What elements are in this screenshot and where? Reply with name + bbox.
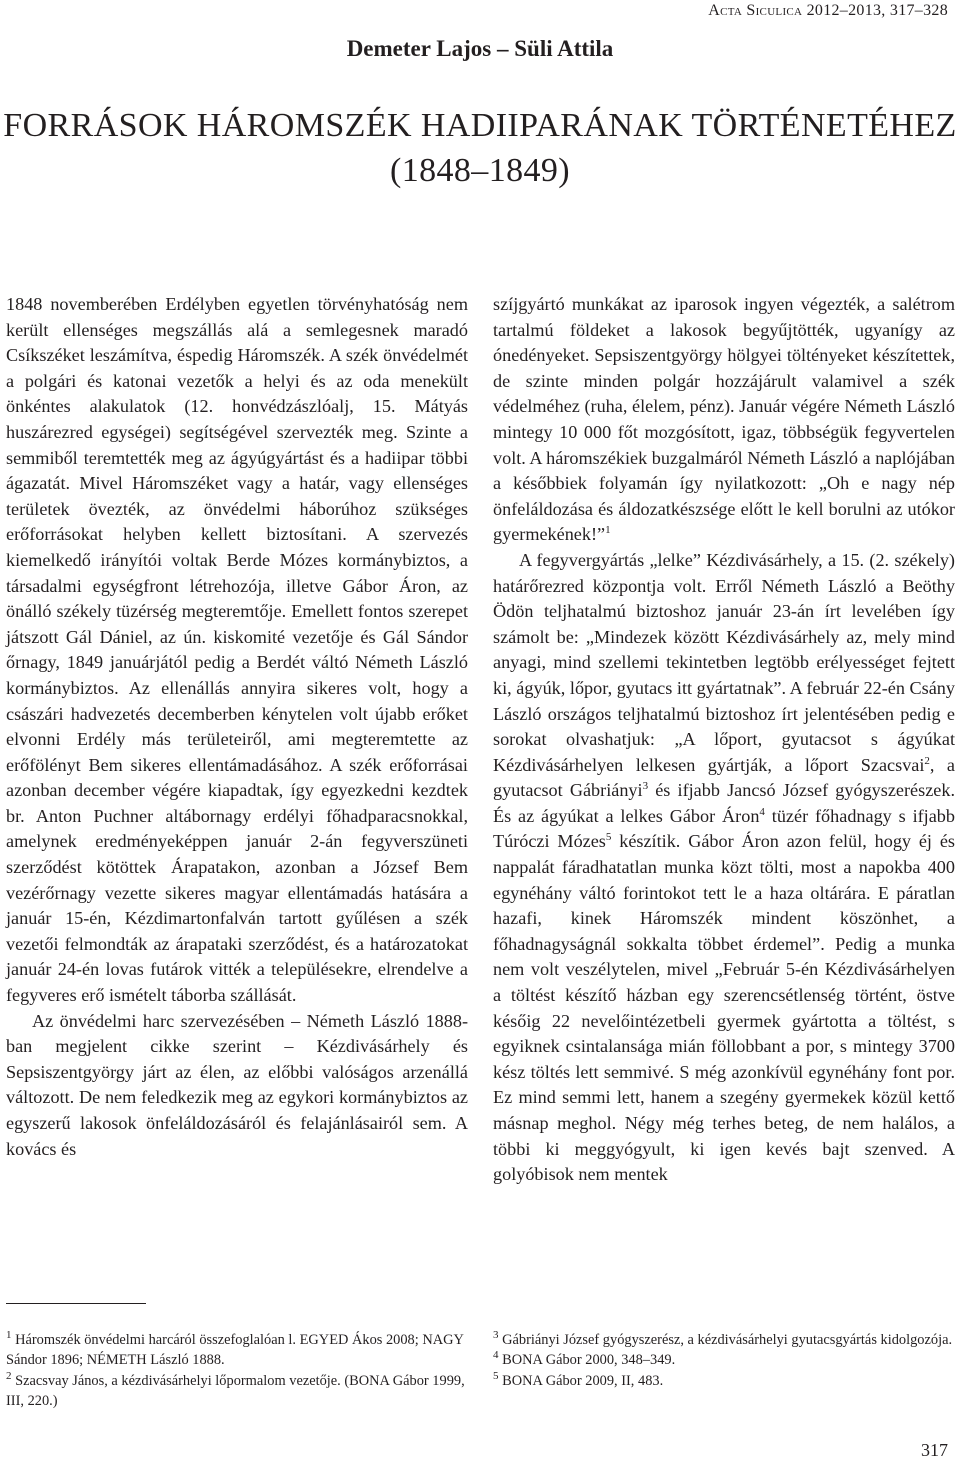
footnote-3 — [493, 1330, 953, 1350]
footnote-2-text: Szacsvay János, a kézdivásárhelyi lőpormalom vezetője. (BONA Gábor 1999, III, 220.) — [6, 1372, 465, 1410]
footnote-2-number: 2 — [6, 1370, 12, 1383]
right-paragraph-2-part-d: tüzér főhadnagy s ifjabb Túróczi Mózes — [493, 805, 955, 852]
right-column — [493, 292, 955, 1188]
footnote-5-text: BONA Gábor 2009, II, 483. — [502, 1372, 664, 1389]
footnote-ref-4: 4 — [759, 805, 765, 818]
footnote-1 — [6, 1330, 466, 1371]
footnote-ref-3: 3 — [642, 780, 649, 793]
journal-citation: Acta Siculica 2012–2013, 317–328 — [708, 2, 948, 19]
footnote-ref-5: 5 — [605, 831, 612, 844]
page-number: 317 — [921, 1440, 948, 1460]
right-paragraph-2-part-b: , a gyutacsot Gábriányi — [493, 754, 955, 801]
right-paragraph-2 — [493, 548, 955, 1188]
footnote-4 — [493, 1350, 953, 1370]
footnotes-right — [493, 1330, 953, 1391]
footnote-1-text: Háromszék önvédelmi harcáról összefoglalóan l. EGYED Ákos 2008; NAGY Sándor 1896; NÉMETH László 1888. — [6, 1332, 464, 1369]
footnote-3-text: Gábriányi József gyógyszerész, a kézdivásárhelyi gyutacsgyártás kidolgozója. — [502, 1332, 953, 1348]
title-line-1: FORRÁSOK HÁROMSZÉK HADIIPARÁNAK TÖRTÉNETÉHEZ — [3, 107, 957, 144]
footnote-3-number: 3 — [493, 1329, 499, 1342]
article-title — [0, 104, 960, 194]
right-paragraph-2-part-e: készítik. Gábor Áron azon felül, hogy éj és nappalát fáradhatatlan munka közt tölti, most a napokba 400 egynéhány váltó forintokot tett le a haza oltárára. E páratlan hazafi, kinek Háromszék mindent köszönhet, a főhadnagyságnál sokkalta többet érdemel”. Pedig a munka nem volt veszélytelen, mivel „Február 5-én Kézdivásárhelyen a töltést készítő házban egy szerencsétlenség történt, östve későig 22 nevelőintézetbeli gyermek gyártotta a töltést, s egyiknek csintalansága mián föllobbant a por, s mintegy 3700 kész töltés lett semmivé. S még azonkívül egynéhány font por. Ez mind semmi lett, hanem a szegény gyermekek közül kettő másnap meghol. Négy még terhes beteg, de nem halálos, a többi ki meggyógyult, ki igen kevés bajt szenved. A golyóbisok nem mentek — [493, 831, 955, 1185]
article-authors: Demeter Lajos – Süli Attila — [346, 36, 614, 61]
left-paragraph-1: 1848 novemberében Erdélyben egyetlen törvényhatóság nem került ellenséges megszállás alá a semlegesnek maradó Csíkszéket leszámítva, éspedig Háromszék. A szék önvédelmét a polgári és katonai vezetők a helyi és az oda menekült önkéntes alakulatok (12. honvédzászlóalj, 15. Mátyás huszárezred egységei) segítségével szervezték meg. Szinte a semmiből teremtették meg az ágyúgyártást és a hadiipar többi ágazatát. Mivel Háromszéket vagy a határ, vagy ellenséges területek övezték, az önvédelmi háborúhoz szükséges erőforrásokat helyben kellett biztosítani. A szervezés kiemelkedő irányítói voltak Berde Mózes kormánybiztos, a társadalmi egységfront létrehozója, illetve Gábor Áron, az önálló székely tüzérség megteremtője. Emellett fontos szerepet játszott Gál Dániel, az ún. kiskomité vezetője és Gál Sándor őrnagy, 1849 januárjától pedig a Berdét váltó Németh László kormánybiztos. Az ellenállás annyira sikeres volt, hogy a császári hadvezetés decemberben kénytelen volt újabb erőket elvonni Erdély más területeiről, ami megteremtette az erőfölényt Bem sikeres ellentámadásához. A szék erőforrásai azonban december végére kiapadtak, így egyezkedni kezdtek br. Anton Puchner altábornagy erdélyi főhadparacsnokkal, amelynek eredményeképpen január 2-án fegyverszüneti szerződést kötöttek Árapatakon, azonban a József Bem vezérőrnagy vezette sikeres magyar ellentámadás hatására a január 15-én, Kézdimartonfalván tartott gyűlésen a szék vezetői felmondták az árapataki szerződést, és a határozatokat január 24-én lovas futárok vitték a településekre, elrendelve a fegyveres erő ismételt táborba szállását. — [6, 294, 468, 1006]
footnote-ref-2: 2 — [924, 754, 930, 767]
left-column — [6, 292, 468, 1162]
left-paragraph-2: Az önvédelmi harc szervezésében – Németh László 1888-ban megjelent cikke szerint – Kézdivásárhely és Sepsiszentgyörgy járt az élen, az előbbi valóságos arzenállá változott. De nem feledkezik meg az egykori kormánybiztos az egyszerű lakosok önfeláldozásáról és felajánlásairól sem. A kovács és — [6, 1010, 468, 1159]
right-paragraph-2-part-c: és ifjabb Jancsó József gyógyszerészek. És az ágyúkat a lelkes Gábor Áron — [493, 780, 955, 826]
footnotes-left — [6, 1330, 466, 1412]
footnote-1-number: 1 — [6, 1329, 12, 1342]
footnote-divider — [6, 1303, 146, 1304]
right-paragraph-1-text: szíjgyártó munkákat az iparosok ingyen végezték, a salétrom tartalmú földeket a lakosok begyűjtötték, ugyanígy az ónedényeket. Sepsiszentgyörgy hölgyei töltényeket készítettek, de szinte minden polgár hozzájárult valamivel a szék védelméhez (ruha, élelem, pénz). Január végére Németh László mintegy 10 000 főt mozgósított, igaz, többségük fegyvertelen volt. A háromszékiek buzgalmáról Németh László a naplójában a későbbiek folyamán így nyilatkozott: „Oh e nagy nép önfeláldozása és áldozatkészsége előtt le kell borulni az utókor gyermekének!” — [493, 294, 955, 545]
footnote-4-text: BONA Gábor 2000, 348–349. — [502, 1352, 676, 1369]
footnote-2 — [6, 1371, 466, 1412]
footnote-5-number: 5 — [493, 1370, 499, 1383]
right-paragraph-2-part-a: A fegyvergyártás „lelke” Kézdivásárhely, a 15. (2. székely) határőrezred központja volt. Erről Németh László a Beöthy Ödön teljhatalmú biztoshoz január 23-án írt levelében így számolt be: „Mindezek között Kézdivásárhely az, mely mind anyagi, mind szellemi tekintetben legtöbb erélyességet fejtett ki, ágyúk, lőpor, gyutacs itt gyártatnak”. A február 22-én Csány László országos teljhatalmú biztoshoz írt jelentésében pedig e sorokat olvashatjuk: „A lőport, gyutacsot s ágyúkat Kézdivásárhelyen lelkesen gyártják, a lőport Szacsvai — [493, 549, 955, 775]
footnote-ref-1: 1 — [605, 524, 611, 537]
footnote-5 — [493, 1371, 953, 1391]
right-paragraph-1 — [493, 292, 955, 548]
footnote-4-number: 4 — [493, 1349, 499, 1362]
title-line-2: (1848–1849) — [389, 151, 571, 189]
